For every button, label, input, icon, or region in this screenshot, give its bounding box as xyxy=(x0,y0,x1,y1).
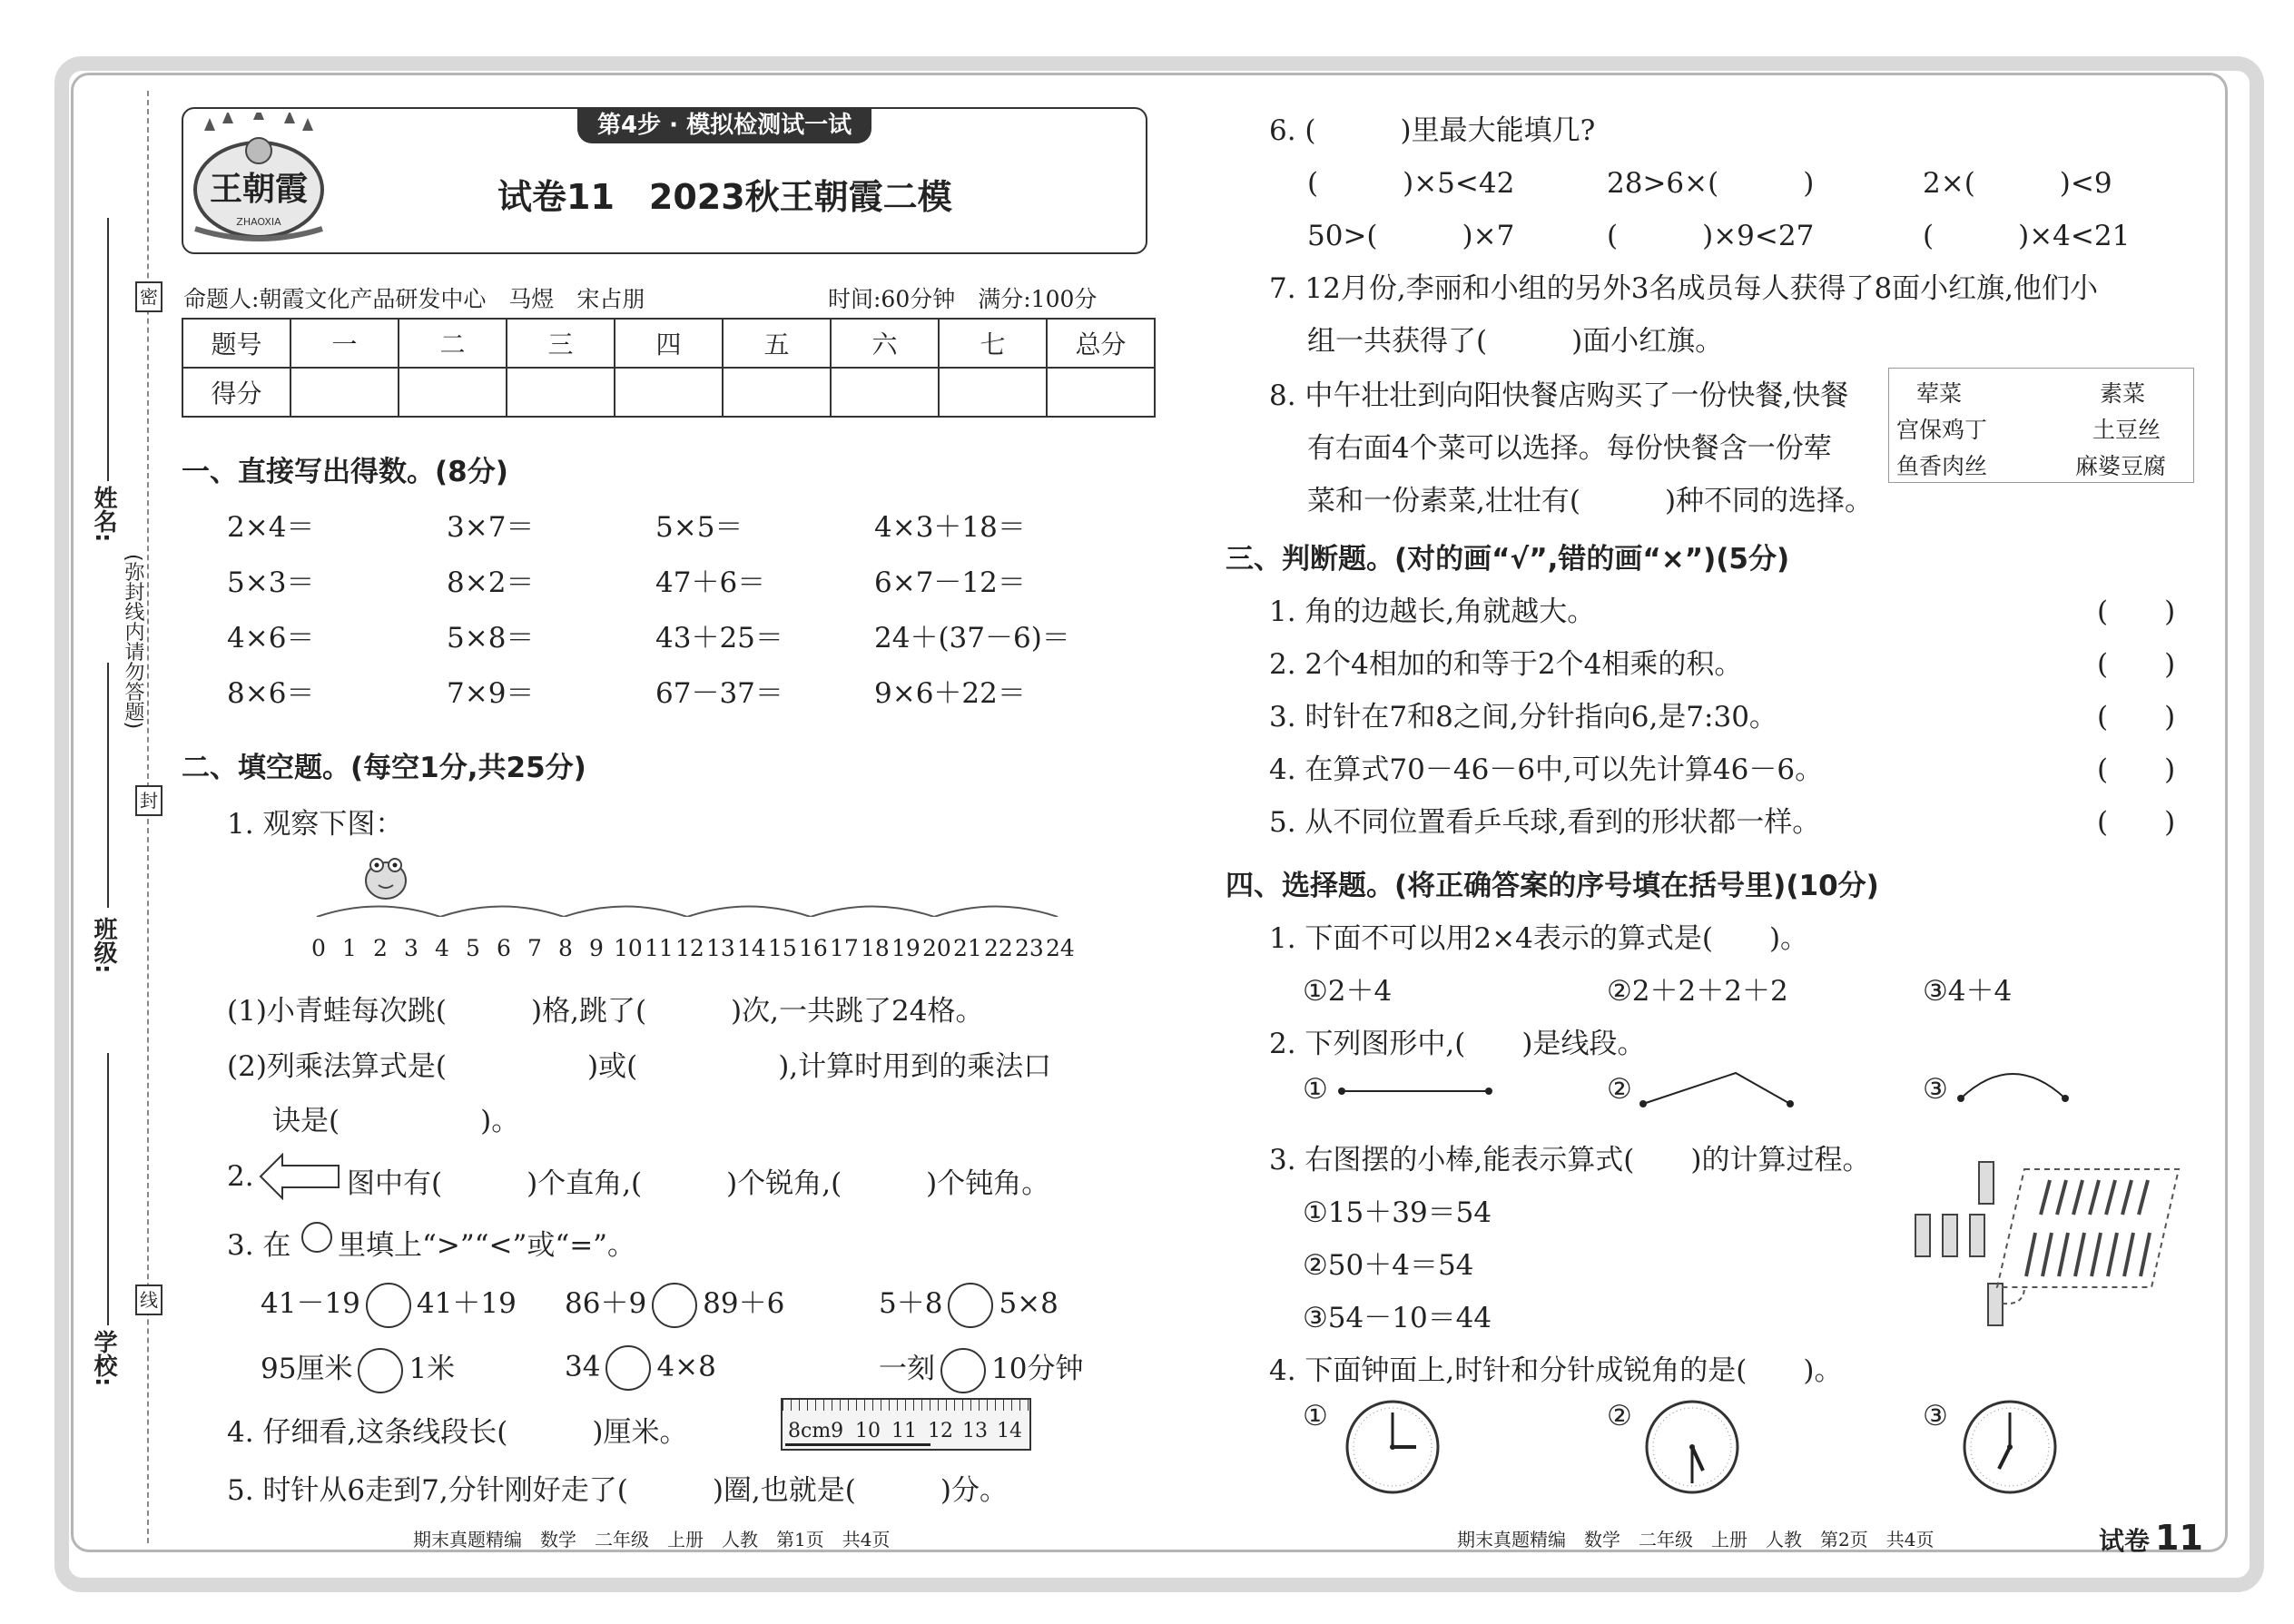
dish-item: 麻婆豆腐 xyxy=(2075,453,2167,479)
score-header-cell: 一 xyxy=(290,319,399,368)
seal-char-1: 密 xyxy=(135,281,162,312)
name-label: 姓名: xyxy=(90,486,117,543)
seal-char-2: 封 xyxy=(135,785,162,816)
judge-item: 2. 2个4相加的和等于2个4相乘的积。 xyxy=(1269,648,1743,681)
number-line-label: 13 xyxy=(706,935,735,961)
number-line-label: 23 xyxy=(1015,935,1044,961)
jump-arc xyxy=(440,907,564,918)
ruler-ticks xyxy=(783,1400,1029,1411)
calc-item: 5×8＝ xyxy=(447,622,535,655)
footer-right: 期末真题精编 数学 二年级 上册 人教 第2页 共4页 xyxy=(1457,1529,1935,1550)
name-field[interactable] xyxy=(107,218,109,481)
score-table-header-row xyxy=(182,319,1155,368)
ruler-label: 10 xyxy=(855,1420,881,1442)
score-cell[interactable] xyxy=(831,368,939,417)
score-cell[interactable] xyxy=(723,368,831,417)
cmp-right: 89＋6 xyxy=(703,1287,785,1320)
q7-line-a: 7. 12月份,李丽和小组的另外3名成员每人获得了8面小红旗,他们小 xyxy=(1269,272,2099,305)
number-line-label: 5 xyxy=(466,935,480,961)
section-4-title: 四、选择题。(将正确答案的序号填在括号里)(10分) xyxy=(1226,870,1879,902)
choice-option[interactable]: ①15＋39＝54 xyxy=(1303,1196,1492,1229)
dish-menu-box xyxy=(1888,368,2194,483)
number-line-label: 24 xyxy=(1046,935,1075,961)
choice-option[interactable]: ②50＋4＝54 xyxy=(1303,1249,1474,1282)
sticks-figure xyxy=(1888,1151,2188,1342)
choice-option[interactable]: ② xyxy=(1607,1400,1632,1432)
choice-option[interactable]: ③4＋4 xyxy=(1923,975,2013,1008)
jump-arc xyxy=(934,907,1058,918)
calc-item: 43＋25＝ xyxy=(655,622,783,655)
section-2-title: 二、填空题。(每空1分,共25分) xyxy=(182,752,586,784)
judge-answer-paren[interactable]: ( ) xyxy=(2097,701,2176,733)
clock-3 xyxy=(1959,1396,2061,1498)
paper-title: 试卷11 2023秋王朝霞二模 xyxy=(497,177,952,217)
frog-number-line xyxy=(295,849,1112,917)
calc-item: 8×6＝ xyxy=(227,677,315,710)
calc-item: 5×3＝ xyxy=(227,566,315,599)
q1-label: 1. 观察下图： xyxy=(227,808,404,841)
cmp-right: 5×8 xyxy=(999,1287,1058,1320)
choice-q1: 1. 下面不可以用2×4表示的算式是( )。 xyxy=(1269,922,1809,955)
footer-left: 期末真题精编 数学 二年级 上册 人教 第1页 共4页 xyxy=(413,1529,891,1550)
q2-text: 图中有( )个直角,( )个锐角,( )个钝角。 xyxy=(347,1167,1050,1200)
compare-circle-input[interactable] xyxy=(366,1283,411,1328)
segment-to-measure xyxy=(785,1443,930,1446)
choice-option[interactable]: ② xyxy=(1607,1073,1632,1106)
compare-circle-input[interactable] xyxy=(652,1283,697,1328)
calc-item: 2×4＝ xyxy=(227,511,315,544)
calc-item: 5×5＝ xyxy=(655,511,743,544)
q8-line-b: 有右面4个菜可以选择。每份快餐含一份荤 xyxy=(1307,432,1832,465)
score-header-cell: 四 xyxy=(615,319,723,368)
binding-notice: (弥封线内请勿答题) xyxy=(122,554,144,730)
choice-option[interactable]: ③ xyxy=(1923,1073,1948,1106)
number-line-label: 1 xyxy=(342,935,357,961)
number-line-label: 19 xyxy=(891,935,921,961)
clock-1 xyxy=(1342,1396,1443,1498)
calc-item: 8×2＝ xyxy=(447,566,535,599)
segment-figure-1 xyxy=(1334,1075,1498,1107)
score-header-cell: 六 xyxy=(831,319,939,368)
ruler-label: 11 xyxy=(891,1420,917,1442)
dish-item: 鱼香肉丝 xyxy=(1896,453,1988,479)
footer-tag-number: 11 xyxy=(2155,1518,2203,1558)
choice-option[interactable]: ②2＋2＋2＋2 xyxy=(1607,975,1788,1008)
calc-item: 4×6＝ xyxy=(227,622,315,655)
jump-arc xyxy=(687,907,811,918)
number-line-label: 20 xyxy=(922,935,951,961)
score-header-cell: 二 xyxy=(399,319,507,368)
q3-text-b: 里填上“>”“<”或“=”。 xyxy=(338,1229,636,1262)
calc-item: 4×3＋18＝ xyxy=(874,511,1026,544)
q1-1: (1)小青蛙每次跳( )格,跳了( )次,一共跳了24格。 xyxy=(227,995,984,1028)
time-line: 时间:60分钟 满分:100分 xyxy=(828,286,1098,312)
q6-item: 28>6×( ) xyxy=(1607,167,1815,200)
q5-text: 5. 时针从6走到7,分针刚好走了( )圈,也就是( )分。 xyxy=(227,1474,1008,1507)
class-field[interactable] xyxy=(107,663,109,908)
q4-text: 4. 仔细看,这条线段长( )厘米。 xyxy=(227,1416,688,1449)
school-label: 学校: xyxy=(90,1330,117,1387)
score-cell[interactable] xyxy=(939,368,1047,417)
polyline-figure-2 xyxy=(1636,1066,1799,1113)
score-cell[interactable] xyxy=(290,368,399,417)
cmp-right: 1米 xyxy=(409,1353,456,1385)
number-line-label: 10 xyxy=(614,935,643,961)
class-label: 班级: xyxy=(90,917,117,974)
number-line-label: 2 xyxy=(373,935,388,961)
choice-q3: 3. 右图摆的小棒,能表示算式( )的计算过程。 xyxy=(1269,1144,1871,1176)
judge-answer-paren[interactable]: ( ) xyxy=(2097,595,2176,628)
score-header-cell: 三 xyxy=(507,319,615,368)
number-line-label: 3 xyxy=(404,935,418,961)
number-line-label: 22 xyxy=(984,935,1013,961)
choice-option[interactable]: ①2＋4 xyxy=(1303,975,1393,1008)
q6-item: 50>( )×7 xyxy=(1307,220,1515,252)
score-cell[interactable] xyxy=(399,368,507,417)
q7-line-b: 组一共获得了( )面小红旗。 xyxy=(1307,325,1724,358)
choice-option[interactable]: ① xyxy=(1303,1400,1328,1432)
section-1-title: 一、直接写出得数。(8分) xyxy=(182,456,508,488)
number-line-label: 12 xyxy=(675,935,704,961)
jump-arc xyxy=(811,907,934,918)
score-row-label: 得分 xyxy=(182,368,290,417)
cmp-left: 95厘米 xyxy=(261,1353,353,1385)
arrow-shape-icon xyxy=(259,1153,340,1200)
ruler-label: 8cm9 xyxy=(788,1420,844,1442)
clock-2 xyxy=(1641,1396,1743,1498)
q6-title: 6. ( )里最大能填几? xyxy=(1269,114,1596,147)
judge-item: 4. 在算式70－46－6中,可以先计算46－6。 xyxy=(1269,753,1824,786)
dish-header-veg: 素菜 xyxy=(2100,380,2146,407)
arc-figure-3 xyxy=(1952,1060,2079,1109)
score-header-cell: 题号 xyxy=(182,319,290,368)
calc-item: 7×9＝ xyxy=(447,677,535,710)
number-line-label: 16 xyxy=(799,935,828,961)
cmp-left: 41－19 xyxy=(261,1287,360,1320)
q8-line-c: 菜和一份素菜,壮壮有( )种不同的选择。 xyxy=(1307,485,1874,517)
judge-answer-paren[interactable]: ( ) xyxy=(2097,648,2176,681)
cmp-right: 41＋19 xyxy=(416,1287,517,1320)
seal-char-3: 线 xyxy=(135,1284,162,1315)
q6-item: ( )×9<27 xyxy=(1607,220,1815,252)
q1-2b: 诀是( )。 xyxy=(272,1105,520,1137)
number-line-label: 6 xyxy=(497,935,511,961)
calc-item: 67－37＝ xyxy=(655,677,783,710)
number-line-label: 8 xyxy=(558,935,573,961)
judge-answer-paren[interactable]: ( ) xyxy=(2097,806,2176,839)
ruler-label: 13 xyxy=(962,1420,988,1442)
school-field[interactable] xyxy=(107,1053,109,1325)
number-line-label: 21 xyxy=(953,935,982,961)
q6-item: ( )×4<21 xyxy=(1923,220,2131,252)
compare-circle-input[interactable] xyxy=(940,1348,986,1393)
circle-example-icon xyxy=(301,1222,332,1253)
score-cell[interactable] xyxy=(507,368,615,417)
frog-icon xyxy=(366,859,406,899)
score-cell[interactable] xyxy=(615,368,723,417)
logo-sub: ZHAOXIA xyxy=(236,216,281,228)
q8-line-a: 8. 中午壮壮到向阳快餐店购买了一份快餐,快餐 xyxy=(1269,379,1849,412)
compare-circle-input[interactable] xyxy=(948,1283,993,1328)
score-table-score-row xyxy=(182,368,1155,417)
number-line-label: 11 xyxy=(645,935,674,961)
ruler-label: 12 xyxy=(928,1420,953,1442)
cmp-left: 86＋9 xyxy=(565,1287,647,1320)
number-line-label: 17 xyxy=(830,935,859,961)
score-table xyxy=(182,318,1156,418)
ruler-label: 14 xyxy=(997,1420,1022,1442)
score-header-cell: 总分 xyxy=(1047,319,1155,368)
judge-answer-paren[interactable]: ( ) xyxy=(2097,753,2176,786)
calc-item: 9×6＋22＝ xyxy=(874,677,1026,710)
cmp-right: 10分钟 xyxy=(991,1353,1084,1385)
calc-item: 47＋6＝ xyxy=(655,566,766,599)
cmp-right: 4×8 xyxy=(656,1350,716,1383)
number-line-label: 18 xyxy=(861,935,890,961)
choice-option[interactable]: ③54－10＝44 xyxy=(1303,1302,1492,1334)
q6-item: 2×( )<9 xyxy=(1923,167,2112,200)
choice-option[interactable]: ③ xyxy=(1923,1400,1948,1432)
logo-text: 王朝霞 xyxy=(209,170,309,208)
number-line-label: 9 xyxy=(589,935,604,961)
footer-tag: 试卷 xyxy=(2099,1526,2151,1556)
compare-circle-input[interactable] xyxy=(605,1345,651,1391)
choice-option[interactable]: ① xyxy=(1303,1073,1328,1106)
score-header-cell: 五 xyxy=(723,319,831,368)
author-line: 命题人:朝霞文化产品研发中心 马煜 宋占朋 xyxy=(183,286,645,312)
section-3-title: 三、判断题。(对的画“√”,错的画“×”)(5分) xyxy=(1226,543,1790,576)
dish-item: 土豆丝 xyxy=(2092,417,2161,443)
calc-item: 6×7－12＝ xyxy=(874,566,1026,599)
calc-item: 24＋(37－6)＝ xyxy=(874,622,1070,655)
q6-item: ( )×5<42 xyxy=(1307,167,1515,200)
judge-item: 5. 从不同位置看乒乓球,看到的形状都一样。 xyxy=(1269,806,1821,839)
cmp-left: 5＋8 xyxy=(879,1287,943,1320)
cmp-left: 一刻 xyxy=(879,1353,935,1385)
judge-item: 1. 角的边越长,角就越大。 xyxy=(1269,595,1596,628)
calc-item: 3×7＝ xyxy=(447,511,535,544)
choice-q4: 4. 下面钟面上,时针和分针成锐角的是( )。 xyxy=(1269,1354,1843,1387)
judge-item: 3. 时针在7和8之间,分针指向6,是7:30。 xyxy=(1269,701,1777,733)
score-header-cell: 七 xyxy=(939,319,1047,368)
q2-num: 2. xyxy=(227,1160,254,1193)
number-line-label: 7 xyxy=(527,935,542,961)
number-line-label: 15 xyxy=(768,935,797,961)
q3-text-a: 3. 在 xyxy=(227,1229,291,1262)
compare-circle-input[interactable] xyxy=(358,1348,403,1393)
dish-header-meat: 荤菜 xyxy=(1916,380,1963,407)
choice-q2: 2. 下列图形中,( )是线段。 xyxy=(1269,1028,1646,1060)
jump-arc xyxy=(564,907,687,918)
jump-arc xyxy=(317,907,440,918)
number-line-label: 14 xyxy=(737,935,766,961)
publisher-logo xyxy=(186,113,331,247)
q1-2a: (2)列乘法算式是( )或( ),计算时用到的乘法口 xyxy=(227,1050,1052,1083)
number-line-label: 0 xyxy=(311,935,326,961)
cmp-left: 34 xyxy=(565,1350,601,1383)
number-line-label: 4 xyxy=(435,935,449,961)
step-badge: 第4步 · 模拟检测试一试 xyxy=(577,107,871,143)
score-cell[interactable] xyxy=(1047,368,1155,417)
dish-item: 宫保鸡丁 xyxy=(1896,417,1988,443)
